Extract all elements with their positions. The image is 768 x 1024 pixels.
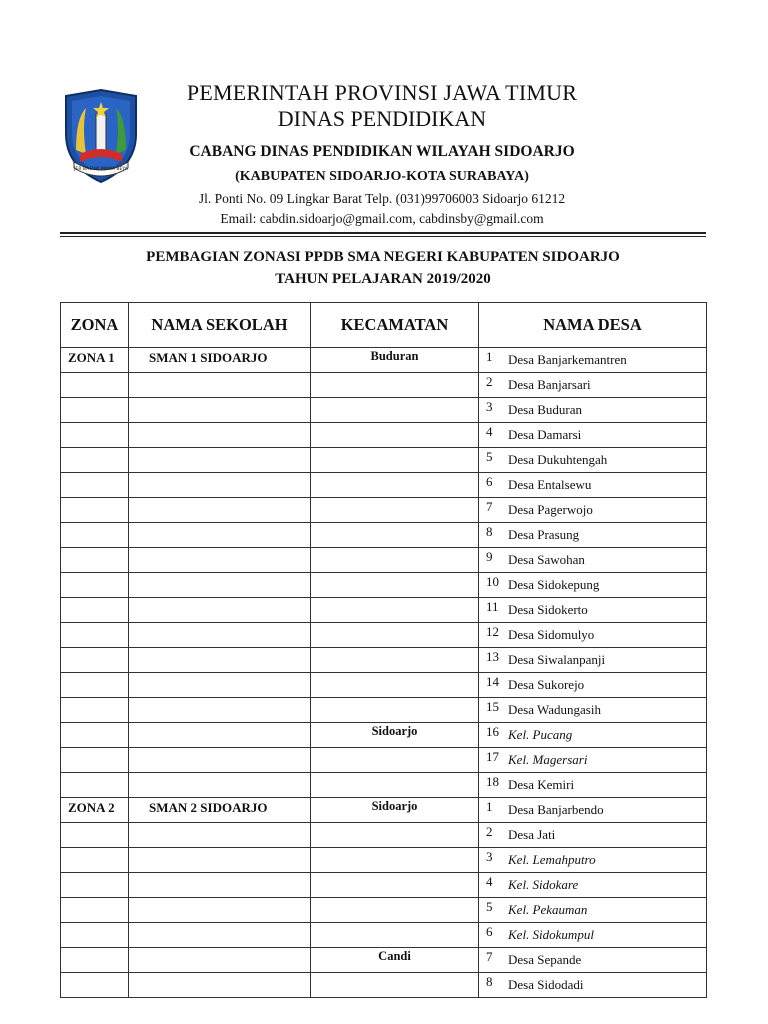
zona-cell bbox=[61, 848, 129, 873]
sekolah-cell bbox=[129, 623, 311, 648]
sekolah-cell: SMAN 1 SIDOARJO bbox=[129, 348, 311, 373]
table-row bbox=[61, 923, 707, 948]
desa-name: Kel. Pucang bbox=[508, 727, 573, 742]
kecamatan-cell bbox=[311, 548, 479, 573]
header-zona: ZONA bbox=[61, 303, 129, 348]
header-nama-sekolah: NAMA SEKOLAH bbox=[129, 303, 311, 348]
desa-number: 9 bbox=[486, 549, 493, 564]
desa-cell bbox=[479, 523, 707, 548]
zona-cell bbox=[61, 473, 129, 498]
desa-name: Desa Sukorejo bbox=[508, 677, 585, 692]
kecamatan-cell bbox=[311, 623, 479, 648]
zona-cell bbox=[61, 898, 129, 923]
table-row bbox=[61, 798, 707, 823]
desa-cell bbox=[479, 673, 707, 698]
desa-number: 3 bbox=[486, 849, 493, 864]
table-row bbox=[61, 398, 707, 423]
desa-name: Desa Kemiri bbox=[508, 777, 575, 792]
kecamatan-cell bbox=[311, 523, 479, 548]
kecamatan-cell bbox=[311, 748, 479, 773]
desa-number: 8 bbox=[486, 524, 493, 539]
desa-name: Desa Pagerwojo bbox=[508, 502, 593, 517]
sekolah-cell bbox=[129, 373, 311, 398]
kecamatan-cell bbox=[311, 673, 479, 698]
table-row bbox=[61, 823, 707, 848]
desa-number: 1 bbox=[486, 349, 493, 364]
sekolah-cell bbox=[129, 748, 311, 773]
zona-cell bbox=[61, 873, 129, 898]
kecamatan-cell bbox=[311, 773, 479, 798]
zona-cell bbox=[61, 673, 129, 698]
desa-cell bbox=[479, 348, 707, 373]
table-row bbox=[61, 373, 707, 398]
desa-cell bbox=[479, 423, 707, 448]
sekolah-cell bbox=[129, 423, 311, 448]
kecamatan-cell: Sidoarjo bbox=[311, 798, 479, 823]
desa-name: Desa Wadungasih bbox=[508, 702, 601, 717]
table-row bbox=[61, 748, 707, 773]
table-header-row bbox=[61, 303, 707, 348]
zona-cell bbox=[61, 773, 129, 798]
kecamatan-cell bbox=[311, 973, 479, 998]
table-row bbox=[61, 948, 707, 973]
zona-cell bbox=[61, 373, 129, 398]
table-row bbox=[61, 573, 707, 598]
letterhead-divider-thin bbox=[60, 236, 706, 237]
desa-cell bbox=[479, 973, 707, 998]
letterhead-text bbox=[150, 80, 614, 228]
desa-cell bbox=[479, 948, 707, 973]
sekolah-cell bbox=[129, 973, 311, 998]
kecamatan-cell bbox=[311, 848, 479, 873]
desa-name: Desa Siwalanpanji bbox=[508, 652, 606, 667]
table-row bbox=[61, 473, 707, 498]
header-kecamatan: KECAMATAN bbox=[311, 303, 479, 348]
desa-name: Desa Sidomulyo bbox=[508, 627, 595, 642]
letterhead-province: PEMERINTAH PROVINSI JAWA TIMUR bbox=[186, 80, 578, 105]
letterhead bbox=[0, 0, 768, 240]
kecamatan-cell bbox=[311, 898, 479, 923]
zona-cell bbox=[61, 573, 129, 598]
desa-cell bbox=[479, 898, 707, 923]
desa-cell bbox=[479, 823, 707, 848]
desa-name: Desa Prasung bbox=[508, 527, 580, 542]
table-row bbox=[61, 548, 707, 573]
desa-cell bbox=[479, 598, 707, 623]
desa-cell bbox=[479, 448, 707, 473]
table-row bbox=[61, 423, 707, 448]
desa-number: 1 bbox=[486, 799, 493, 814]
zona-cell bbox=[61, 623, 129, 648]
desa-number: 3 bbox=[486, 399, 493, 414]
kecamatan-cell bbox=[311, 398, 479, 423]
desa-number: 4 bbox=[486, 424, 493, 439]
document-title bbox=[60, 246, 706, 290]
kecamatan-cell: Candi bbox=[311, 948, 479, 973]
desa-number: 6 bbox=[486, 474, 493, 489]
sekolah-cell bbox=[129, 723, 311, 748]
logo-motto: JER BASUKI MAWA BEYA bbox=[74, 167, 128, 172]
letterhead-email: Email: cabdin.sidoarjo@gmail.com, cabdinsby@gmail.com bbox=[220, 211, 544, 226]
sekolah-cell bbox=[129, 898, 311, 923]
sekolah-cell bbox=[129, 673, 311, 698]
kecamatan-cell bbox=[311, 423, 479, 448]
desa-number: 7 bbox=[486, 949, 493, 964]
zonasi-table bbox=[60, 302, 707, 998]
sekolah-cell bbox=[129, 923, 311, 948]
desa-cell bbox=[479, 398, 707, 423]
letterhead-divider bbox=[60, 232, 706, 234]
desa-number: 15 bbox=[486, 699, 499, 714]
desa-cell bbox=[479, 548, 707, 573]
kecamatan-cell bbox=[311, 373, 479, 398]
desa-cell bbox=[479, 798, 707, 823]
sekolah-cell bbox=[129, 873, 311, 898]
zona-cell bbox=[61, 498, 129, 523]
table-row bbox=[61, 348, 707, 373]
letterhead-agency: DINAS PENDIDIKAN bbox=[277, 106, 487, 131]
desa-cell bbox=[479, 573, 707, 598]
sekolah-cell bbox=[129, 398, 311, 423]
table-row bbox=[61, 723, 707, 748]
desa-cell bbox=[479, 873, 707, 898]
desa-number: 8 bbox=[486, 974, 493, 989]
zona-cell bbox=[61, 648, 129, 673]
table-row bbox=[61, 498, 707, 523]
kecamatan-cell bbox=[311, 498, 479, 523]
table-row bbox=[61, 898, 707, 923]
zona-cell bbox=[61, 523, 129, 548]
sekolah-cell: SMAN 2 SIDOARJO bbox=[129, 798, 311, 823]
desa-number: 12 bbox=[486, 624, 499, 639]
sekolah-cell bbox=[129, 573, 311, 598]
zona-cell bbox=[61, 423, 129, 448]
desa-number: 2 bbox=[486, 374, 493, 389]
zona-cell bbox=[61, 598, 129, 623]
desa-name: Kel. Pekauman bbox=[508, 902, 588, 917]
desa-cell bbox=[479, 773, 707, 798]
desa-cell bbox=[479, 623, 707, 648]
zona-cell: ZONA 1 bbox=[61, 348, 129, 373]
desa-number: 16 bbox=[486, 724, 499, 739]
desa-name: Kel. Lemahputro bbox=[508, 852, 596, 867]
desa-name: Desa Banjarkemantren bbox=[508, 352, 627, 367]
desa-cell bbox=[479, 748, 707, 773]
zona-cell: ZONA 2 bbox=[61, 798, 129, 823]
zona-cell bbox=[61, 548, 129, 573]
desa-number: 7 bbox=[486, 499, 493, 514]
table-row bbox=[61, 873, 707, 898]
desa-cell bbox=[479, 648, 707, 673]
table-row bbox=[61, 598, 707, 623]
kecamatan-cell bbox=[311, 698, 479, 723]
zona-cell bbox=[61, 723, 129, 748]
desa-cell bbox=[479, 473, 707, 498]
table-row bbox=[61, 698, 707, 723]
table-row bbox=[61, 848, 707, 873]
zona-cell bbox=[61, 698, 129, 723]
desa-cell bbox=[479, 698, 707, 723]
table-row bbox=[61, 773, 707, 798]
sekolah-cell bbox=[129, 523, 311, 548]
sekolah-cell bbox=[129, 448, 311, 473]
desa-number: 18 bbox=[486, 774, 499, 789]
table-body bbox=[61, 348, 707, 998]
desa-name: Kel. Sidokare bbox=[508, 877, 579, 892]
desa-name: Desa Sidokepung bbox=[508, 577, 600, 592]
header-nama-desa: NAMA DESA bbox=[479, 303, 707, 348]
desa-number: 6 bbox=[486, 924, 493, 939]
desa-cell bbox=[479, 498, 707, 523]
desa-cell bbox=[479, 373, 707, 398]
kecamatan-cell bbox=[311, 873, 479, 898]
desa-name: Desa Sawohan bbox=[508, 552, 585, 567]
desa-number: 2 bbox=[486, 824, 493, 839]
letterhead-branch: CABANG DINAS PENDIDIKAN WILAYAH SIDOARJO bbox=[189, 143, 575, 160]
desa-number: 4 bbox=[486, 874, 493, 889]
desa-name: Desa Damarsi bbox=[508, 427, 582, 442]
desa-name: Kel. Magersari bbox=[508, 752, 588, 767]
document-title-line1: PEMBAGIAN ZONASI PPDB SMA NEGERI KABUPATEN SIDOARJO bbox=[146, 249, 620, 265]
desa-name: Desa Banjarbendo bbox=[508, 802, 604, 817]
desa-number: 10 bbox=[486, 574, 499, 589]
kecamatan-cell bbox=[311, 473, 479, 498]
zona-cell bbox=[61, 398, 129, 423]
desa-number: 11 bbox=[486, 599, 499, 614]
desa-cell bbox=[479, 848, 707, 873]
desa-name: Kel. Sidokumpul bbox=[508, 927, 594, 942]
sekolah-cell bbox=[129, 548, 311, 573]
kecamatan-cell bbox=[311, 648, 479, 673]
desa-name: Desa Entalsewu bbox=[508, 477, 592, 492]
kecamatan-cell: Sidoarjo bbox=[311, 723, 479, 748]
table-row bbox=[61, 448, 707, 473]
sekolah-cell bbox=[129, 848, 311, 873]
desa-name: Desa Jati bbox=[508, 827, 556, 842]
sekolah-cell bbox=[129, 823, 311, 848]
sekolah-cell bbox=[129, 648, 311, 673]
kecamatan-cell bbox=[311, 598, 479, 623]
zona-cell bbox=[61, 948, 129, 973]
kecamatan-cell bbox=[311, 448, 479, 473]
table-row bbox=[61, 523, 707, 548]
desa-number: 13 bbox=[486, 649, 499, 664]
sekolah-cell bbox=[129, 948, 311, 973]
desa-number: 17 bbox=[486, 749, 499, 764]
sekolah-cell bbox=[129, 773, 311, 798]
desa-cell bbox=[479, 723, 707, 748]
table-row bbox=[61, 973, 707, 998]
document-title-line2: TAHUN PELAJARAN 2019/2020 bbox=[275, 271, 491, 287]
east-java-coat-of-arms-icon bbox=[62, 88, 140, 184]
zona-cell bbox=[61, 923, 129, 948]
desa-name: Desa Sidokerto bbox=[508, 602, 588, 617]
desa-name: Desa Sepande bbox=[508, 952, 582, 967]
kecamatan-cell bbox=[311, 923, 479, 948]
desa-name: Desa Dukuhtengah bbox=[508, 452, 608, 467]
sekolah-cell bbox=[129, 498, 311, 523]
desa-number: 14 bbox=[486, 674, 499, 689]
letterhead-address: Jl. Ponti No. 09 Lingkar Barat Telp. (031)99706003 Sidoarjo 61212 bbox=[198, 191, 566, 206]
table-row bbox=[61, 648, 707, 673]
table-row bbox=[61, 673, 707, 698]
zona-cell bbox=[61, 448, 129, 473]
zona-cell bbox=[61, 823, 129, 848]
zona-cell bbox=[61, 973, 129, 998]
kecamatan-cell bbox=[311, 573, 479, 598]
desa-name: Desa Buduran bbox=[508, 402, 583, 417]
sekolah-cell bbox=[129, 698, 311, 723]
letterhead-region: (KABUPATEN SIDOARJO-KOTA SURABAYA) bbox=[235, 169, 529, 184]
desa-name: Desa Sidodadi bbox=[508, 977, 584, 992]
sekolah-cell bbox=[129, 473, 311, 498]
table-row bbox=[61, 623, 707, 648]
sekolah-cell bbox=[129, 598, 311, 623]
desa-number: 5 bbox=[486, 899, 493, 914]
zona-cell bbox=[61, 748, 129, 773]
desa-cell bbox=[479, 923, 707, 948]
kecamatan-cell bbox=[311, 823, 479, 848]
desa-name: Desa Banjarsari bbox=[508, 377, 591, 392]
desa-number: 5 bbox=[486, 449, 493, 464]
kecamatan-cell: Buduran bbox=[311, 348, 479, 373]
